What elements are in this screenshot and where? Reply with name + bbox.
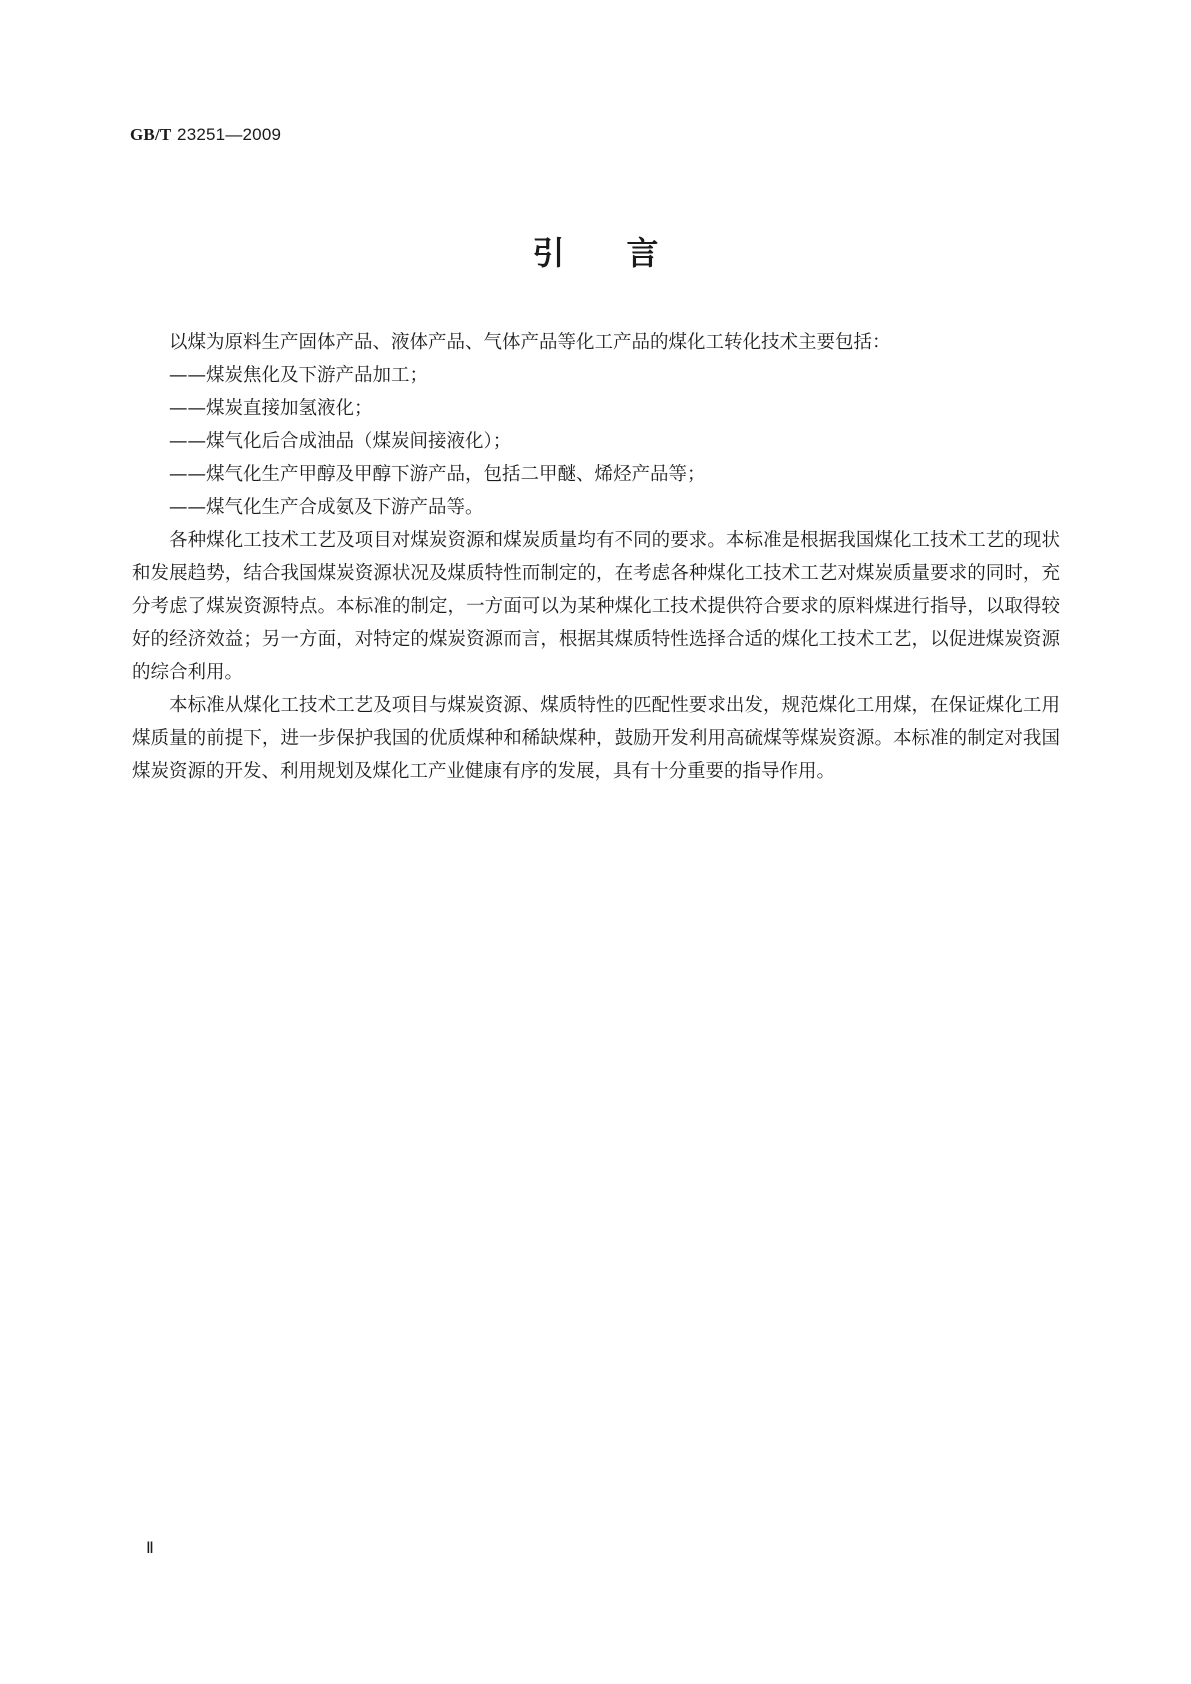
standard-number: 23251—2009 bbox=[177, 125, 282, 144]
list-item: ——煤炭焦化及下游产品加工； bbox=[169, 365, 429, 386]
list-item: ——煤气化生产合成氨及下游产品等。 bbox=[169, 497, 484, 518]
list-item: ——煤气化生产甲醇及甲醇下游产品，包括二甲醚、烯烃产品等； bbox=[169, 464, 706, 485]
list-item: ——煤气化后合成油品（煤炭间接液化）； bbox=[169, 431, 512, 452]
technology-list bbox=[132, 359, 1060, 524]
standard-code bbox=[130, 125, 281, 145]
paragraph-purpose: 本标准从煤化工技术工艺及项目与煤炭资源、煤质特性的匹配性要求出发，规范煤化工用煤，在保证煤化工用煤质量的前提下，进一步保护我国的优质煤种和稀缺煤种，鼓励开发利用高硫煤等煤炭资源。本标准的制定对我国煤炭资源的开发、利用规划及煤化工产业健康有序的发展，具有十分重要的指导作用。 bbox=[132, 695, 1060, 782]
page-title: 引言 bbox=[532, 234, 721, 272]
document-body bbox=[132, 326, 1060, 788]
standard-prefix: GB/T bbox=[130, 125, 172, 144]
page-number: Ⅱ bbox=[146, 1540, 154, 1557]
intro-lead: 以煤为原料生产固体产品、液体产品、气体产品等化工产品的煤化工转化技术主要包括： bbox=[169, 332, 891, 353]
list-item: ——煤炭直接加氢液化； bbox=[169, 398, 373, 419]
paragraph-requirements: 各种煤化工技术工艺及项目对煤炭资源和煤炭质量均有不同的要求。本标准是根据我国煤化工技术工艺的现状和发展趋势，结合我国煤炭资源状况及煤质特性而制定的，在考虑各种煤化工技术工艺对煤炭质量要求的同时，充分考虑了煤炭资源特点。本标准的制定，一方面可以为某种煤化工技术提供符合要求的原料煤进行指导，以取得较好的经济效益；另一方面，对特定的煤炭资源而言，根据其煤质特性选择合适的煤化工技术工艺，以促进煤炭资源的综合利用。 bbox=[132, 530, 1060, 683]
